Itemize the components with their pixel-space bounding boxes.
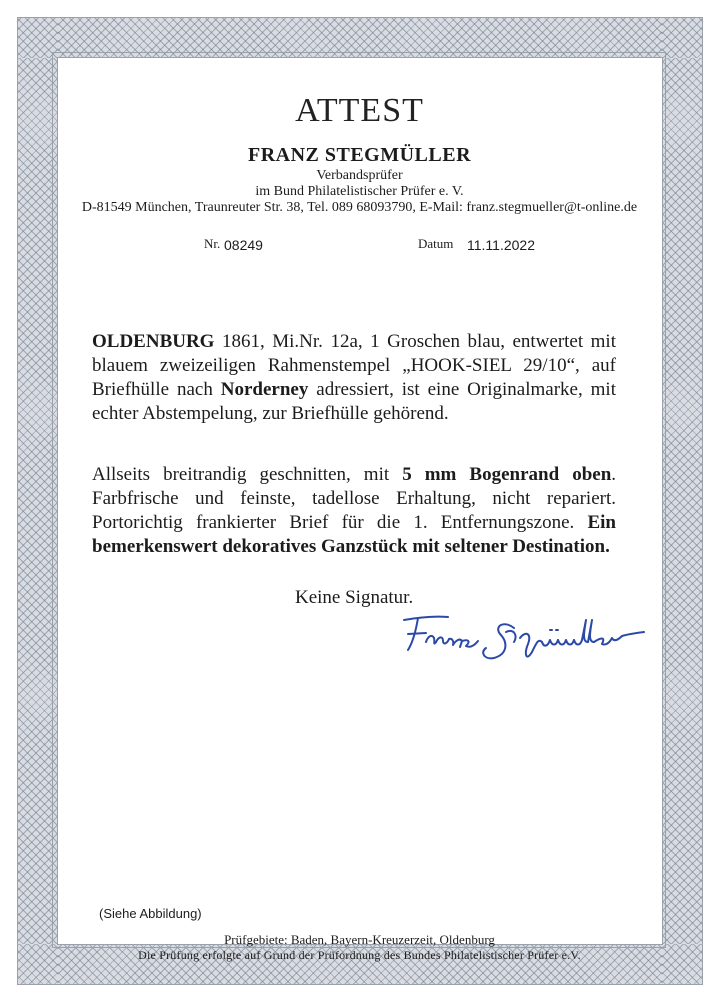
condition-text-1: Allseits breitrandig geschnitten, mit xyxy=(92,464,403,485)
description-text-2: adressiert, ist eine Originalmarke, mit echter Abstempelung, zur Briefhülle gehörend. xyxy=(92,379,616,424)
nr-label: Nr. xyxy=(204,236,221,251)
description-paragraph xyxy=(92,330,616,426)
margin-note: 5 mm Bogenrand oben xyxy=(402,464,612,485)
examination-areas: Prüfgebiete: Baden, Bayern-Kreuzerzeit, Oldenburg xyxy=(224,932,495,947)
datum-value: 11.11.2022 xyxy=(467,237,535,253)
datum-label: Datum xyxy=(418,236,454,251)
examiner-address: D-81549 München, Traunreuter Str. 38, Tel. 089 68093790, E-Mail: franz.stegmueller@t-online.de xyxy=(81,200,638,215)
destination: Norderney xyxy=(220,379,309,400)
examiner-role: Verbandsprüfer xyxy=(316,168,403,183)
stamp-origin: OLDENBURG xyxy=(92,331,215,352)
description-text-1: 1861, Mi.Nr. 12a, 1 Groschen blau, entwertet mit blauem zweizeiligen Rahmenstempel „HOOK-SIEL 29/10“, auf Briefhülle nach xyxy=(92,331,616,400)
examination-basis: Die Prüfung erfolgte auf Grund der Prüfordnung des Bundes Philatelistischer Prüfer e.V. xyxy=(138,948,581,962)
examiner-association: im Bund Philatelistischer Prüfer e. V. xyxy=(255,184,464,199)
handwritten-signature xyxy=(396,608,646,668)
examiner-name: FRANZ STEGMÜLLER xyxy=(247,144,472,166)
see-illustration-note: (Siehe Abbildung) xyxy=(99,906,202,921)
condition-paragraph xyxy=(92,463,616,559)
nr-value: 08249 xyxy=(224,237,263,253)
condition-text-2: . Farbfrische und feinste, tadellose Erhaltung, nicht repariert. Portorichtig frankierter Brief für die 1. Entfernungszone. xyxy=(92,464,617,533)
signature-label: Keine Signatur. xyxy=(295,587,414,608)
summary-note: Ein bemerkenswert dekoratives Ganzstück mit seltener Destination. xyxy=(92,512,616,557)
certificate-title: ATTEST xyxy=(295,92,424,129)
